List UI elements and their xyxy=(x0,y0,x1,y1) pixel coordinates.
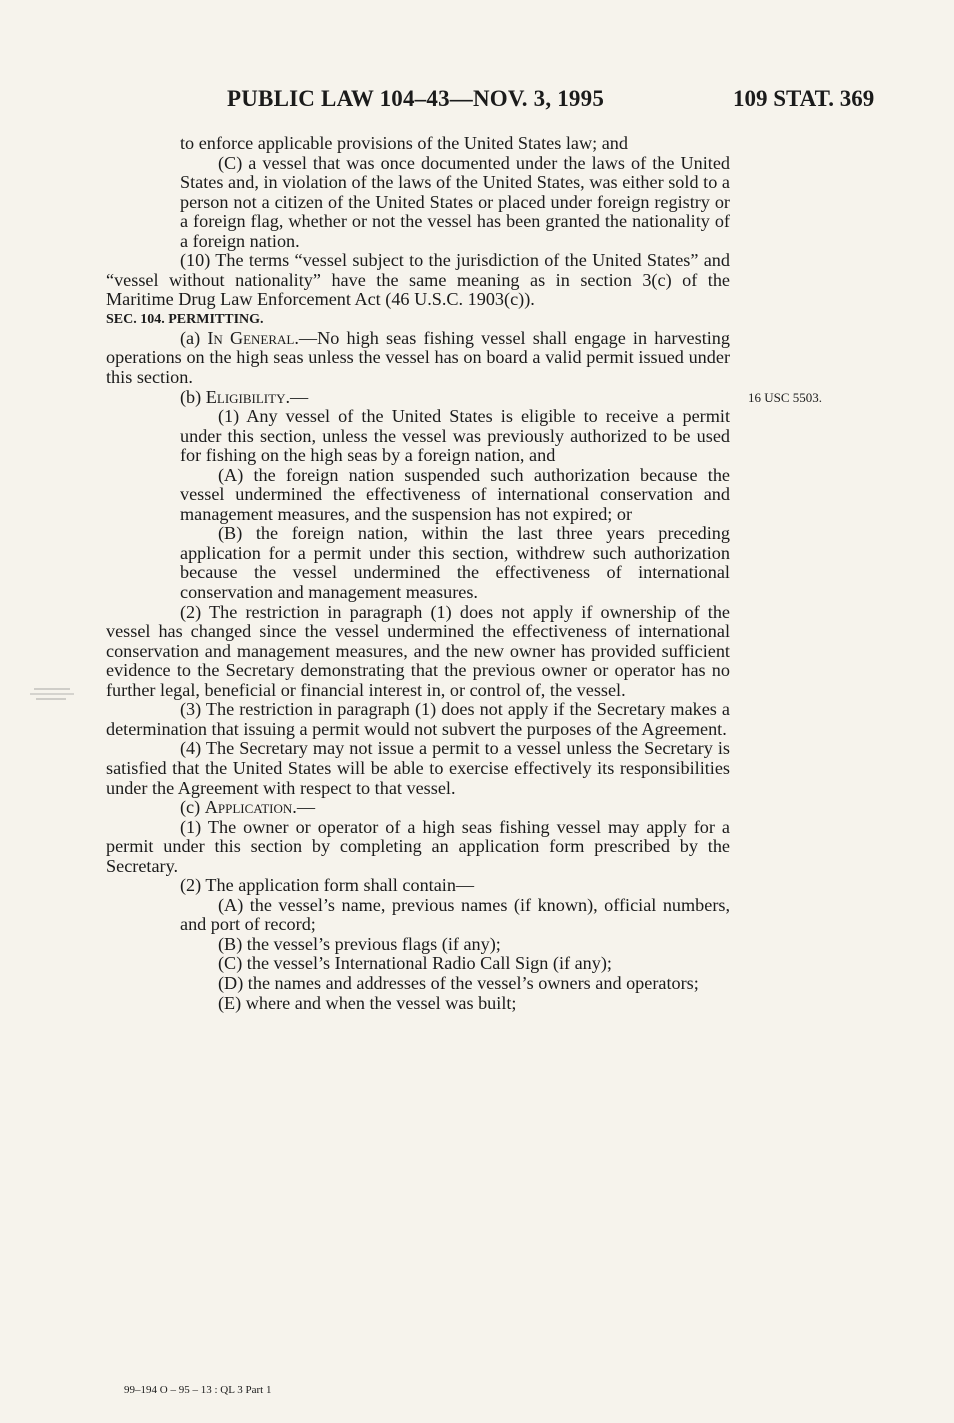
subsection-a-label: (a) xyxy=(180,327,208,348)
printer-footer-code: 99–194 O – 95 – 13 : QL 3 Part 1 xyxy=(124,1384,272,1396)
paragraph-c2E: (E) where and when the vessel was built; xyxy=(218,992,517,1013)
subsection-c xyxy=(106,798,730,818)
subsection-b-heading: Eligibility. xyxy=(205,386,291,407)
paragraph-b2: (2) The restriction in paragraph (1) does not apply if ownership of the vessel has changed since the vessel undermined the effectiveness of international conservation and management measures, and the new owner has provided sufficient evidence to the Secretary demonstrating that the previous owner or operator has no further legal, beneficial or financial interest in, or control of, the vessel. xyxy=(106,601,730,700)
paragraph-b1A: (A) the foreign nation suspended such authorization because the vessel undermined the effectiveness of international conservation and management measures, and the suspension has not expired; or xyxy=(180,464,730,524)
paragraph-c2D: (D) the names and addresses of the vessel’s owners and operators; xyxy=(218,972,699,993)
subsection-c-dash: — xyxy=(296,797,315,818)
subsection-c-heading: Application. xyxy=(204,797,297,818)
margin-citation: 16 USC 5503. xyxy=(748,390,823,405)
running-header-title: PUBLIC LAW 104–43—NOV. 3, 1995 xyxy=(227,86,605,111)
paragraph-c1: (1) The owner or operator of a high seas fishing vessel may apply for a permit under this section by completing an application form prescribed by the Secretary. xyxy=(106,816,730,876)
paragraph-10: (10) The terms “vessel subject to the jurisdiction of the United States” and “vessel without nationality” have the same meaning as in section 3(c) of the Maritime Drug Law Enforcement Act (46 U.S.C. 1903(c)). xyxy=(106,250,730,310)
subsection-c-label: (c) xyxy=(180,797,205,818)
document-body xyxy=(106,134,730,1013)
subsection-a xyxy=(106,329,730,388)
subsection-b-label: (b) xyxy=(180,386,206,407)
subsection-b xyxy=(106,388,730,408)
paragraph-b3: (3) The restriction in paragraph (1) does not apply if the Secretary makes a determination that issuing a permit would not subvert the purposes of the Agreement. xyxy=(106,699,730,739)
subsection-a-heading: In General. xyxy=(207,327,299,348)
paragraph-continuation: to enforce applicable provisions of the United States law; and xyxy=(180,133,628,153)
paragraph-c2C: (C) the vessel’s International Radio Call Sign (if any); xyxy=(218,953,612,974)
section-heading: SEC. 104. PERMITTING. xyxy=(106,311,264,327)
scan-smudge xyxy=(28,684,78,706)
paragraph-b1: (1) Any vessel of the United States is eligible to receive a permit under this section, unless the vessel was previously authorized to be used for fishing on the high seas by a foreign nation, and xyxy=(180,406,730,466)
paragraph-b1B: (B) the foreign nation, within the last three years preceding application for a permit under this section, withdrew such authorization because the vessel undermined the effectiveness of international conservation and management measures. xyxy=(180,523,730,603)
paragraph-b4: (4) The Secretary may not issue a permit to a vessel unless the Secretary is satisfied that the United States will be able to exercise effectively its responsibilities under the Agreement with respect to that vessel. xyxy=(106,738,730,798)
paragraph-c2A: (A) the vessel’s name, previous names (if known), official numbers, and port of record; xyxy=(180,894,730,935)
statute-page-number: 109 STAT. 369 xyxy=(733,86,875,111)
paragraph-c2: (2) The application form shall contain— xyxy=(180,875,475,896)
subsection-b-dash: — xyxy=(290,386,309,407)
paragraph-9C: (C) a vessel that was once documented under the laws of the United States and, in violation of the laws of the United States, was either sold to a person not a citizen of the United States or placed under foreign registry or a foreign flag, whether or not the vessel has been granted the nationality of a foreign nation. xyxy=(180,152,730,251)
paragraph-c2B: (B) the vessel’s previous flags (if any); xyxy=(218,933,501,954)
subsection-a-text: —No high seas fishing vessel shall engage in harvesting operations on the high seas unless the vessel has on board a valid permit issued under this section. xyxy=(106,327,730,388)
